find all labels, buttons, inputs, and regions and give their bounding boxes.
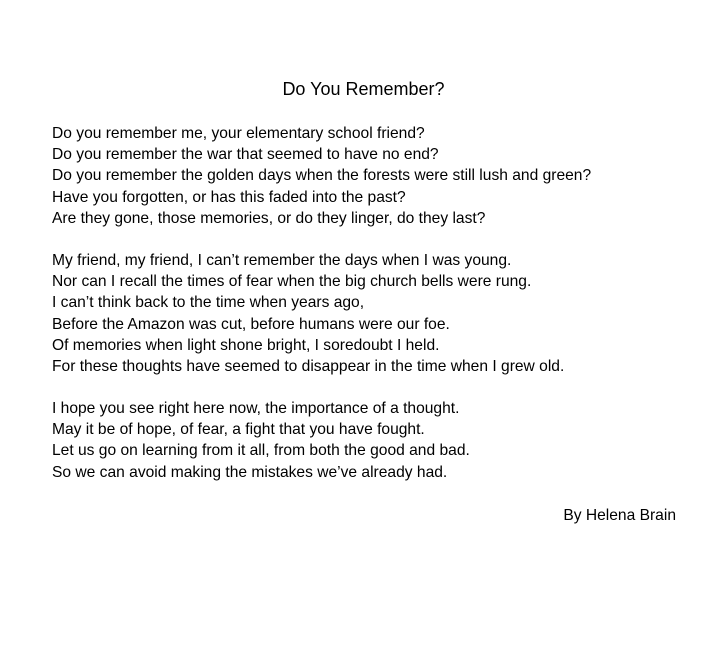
poem-line: My friend, my friend, I can’t remember the days when I was young. [52,252,512,269]
poem-line: Do you remember the golden days when the forests were still lush and green? [52,167,592,185]
poem-line: Are they gone, those memories, or do they linger, do they last? [52,209,486,227]
poem-line: Have you forgotten, or has this faded into the past? [52,188,406,206]
poem-line: So we can avoid making the mistakes we’ve already had. [52,463,448,481]
poem-line: I can’t think back to the time when years ago, [52,294,365,312]
author-byline: By Helena Brain [563,507,676,524]
poem-line: Nor can I recall the times of fear when the big church bells were rung. [52,273,532,291]
poem-line: Do you remember me, your elementary school friend? [52,125,425,142]
stanza-2 [52,250,564,377]
poem-line: Do you remember the war that seemed to have no end? [52,146,439,164]
poem-line: Let us go on learning from it all, from both the good and bad. [52,442,470,460]
poem-line: Before the Amazon was cut, before humans were our foe. [52,315,450,333]
stanza-3 [52,398,470,483]
poem-line: Of memories when light shone bright, I soredoubt I held. [52,336,440,354]
stanza-1 [52,123,591,229]
poem-title: Do You Remember? [282,79,445,99]
poem-line: For these thoughts have seemed to disappear in the time when I grew old. [52,358,565,376]
poem-line: May it be of hope, of fear, a fight that you have fought. [52,421,425,439]
poem-line: I hope you see right here now, the importance of a thought. [52,400,460,417]
